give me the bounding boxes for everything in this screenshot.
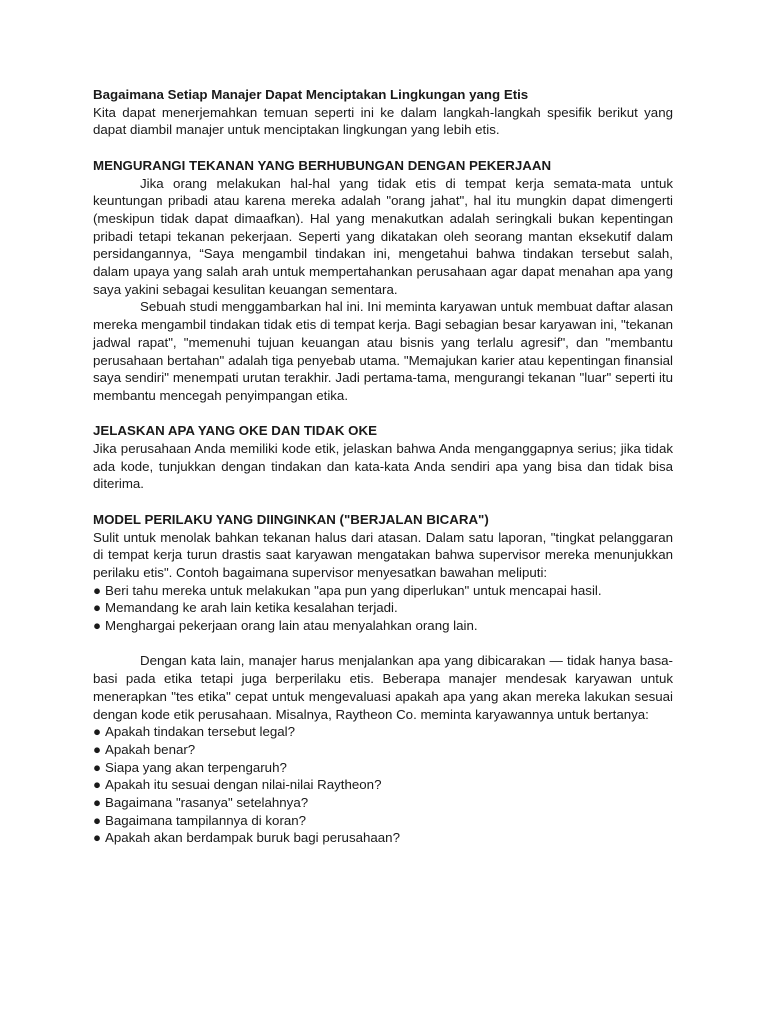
document-body bbox=[93, 86, 673, 847]
list-item: ● Apakah akan berdampak buruk bagi perusahaan? bbox=[93, 830, 400, 846]
paragraph: Jika orang melakukan hal-hal yang tidak etis di tempat kerja semata-mata untuk keuntungan pribadi atau karena mereka adalah "orang jahat", hal itu mungkin dapat dimengerti (meskipun tidak dapat dimaafkan). Hal yang menakutkan adalah seringkali bukan kepentingan pribadi tetapi tekanan pekerjaan. Seperti yang dikatakan oleh seorang mantan eksekutif dalam persidangannya, “Saya mengambil tindakan ini, mengetahui bahwa tindakan tersebut salah, dalam upaya yang salah arah untuk mempertahankan perusahaan agar dapat menahan apa yang saya yakini sebagai kesulitan keuangan sementara. bbox=[93, 175, 673, 297]
list-item: ● Menghargai pekerjaan orang lain atau menyalahkan orang lain. bbox=[93, 618, 478, 634]
list-item: ● Siapa yang akan terpengaruh? bbox=[93, 759, 287, 775]
bullet-icon: ● bbox=[93, 582, 102, 598]
bullet-icon: ● bbox=[93, 618, 102, 634]
paragraph: Dengan kata lain, manajer harus menjalankan apa yang dibicarakan — tidak hanya basa-basi pada etika tetapi juga berperilaku etis. Beberapa manajer mendesak karyawan untuk menerapkan "tes etika" cepat untuk mengevaluasi apakah apa yang akan mereka lakukan sesuai dengan kode etik perusahaan. Misalnya, Raytheon Co. meminta karyawannya untuk bertanya: bbox=[93, 653, 673, 722]
bullet-icon: ● bbox=[93, 759, 102, 775]
paragraph: Sebuah studi menggambarkan hal ini. Ini meminta karyawan untuk membuat daftar alasan mereka mengambil tindakan tidak etis di tempat kerja. Bagi sebagian besar karyawan ini, "tekanan jadwal rapat", "memenuhi tujuan keuangan atau bisnis yang terlalu agresif", dan "membantu perusahaan bertahan" adalah tiga penyebab utama. "Memajukan karier atau kepentingan finansial saya sendiri" menempati urutan terakhir. Jadi pertama-tama, mengurangi tekanan "luar" seperti itu membantu mencegah penyimpangan etika. bbox=[93, 299, 673, 403]
intro-paragraph: Kita dapat menerjemahkan temuan seperti ini ke dalam langkah-langkah spesifik berikut yang dapat diambil manajer untuk menciptakan lingkungan yang lebih etis. bbox=[93, 104, 673, 138]
list-item: ● Bagaimana "rasanya" setelahnya? bbox=[93, 795, 309, 811]
bullet-list-questions bbox=[93, 723, 673, 847]
bullet-list-examples bbox=[93, 582, 673, 635]
list-item: ● Bagaimana tampilannya di koran? bbox=[93, 812, 307, 828]
list-item: ● Apakah tindakan tersebut legal? bbox=[93, 724, 295, 740]
document-title: Bagaimana Setiap Manajer Dapat Menciptakan Lingkungan yang Etis bbox=[93, 87, 529, 102]
list-item: ● Apakah itu sesuai dengan nilai-nilai Raytheon? bbox=[93, 777, 382, 793]
section-heading-pressure: MENGURANGI TEKANAN YANG BERHUBUNGAN DENGAN PEKERJAAN bbox=[93, 157, 552, 173]
bullet-icon: ● bbox=[93, 795, 102, 811]
bullet-icon: ● bbox=[93, 741, 102, 757]
bullet-icon: ● bbox=[93, 830, 102, 846]
bullet-icon: ● bbox=[93, 724, 102, 740]
paragraph: Sulit untuk menolak bahkan tekanan halus dari atasan. Dalam satu laporan, "tingkat pelanggaran di tempat kerja turun drastis saat karyawan mengatakan bahwa supervisor mereka menunjukkan perilaku etis". Contoh bagaimana supervisor menyesatkan bawahan meliputi: bbox=[93, 529, 673, 580]
bullet-icon: ● bbox=[93, 777, 102, 793]
list-item: ● Beri tahu mereka untuk melakukan "apa pun yang diperlukan" untuk mencapai hasil. bbox=[93, 582, 602, 598]
bullet-icon: ● bbox=[93, 600, 102, 616]
section-heading-model-behavior: MODEL PERILAKU YANG DIINGINKAN ("BERJALAN BICARA") bbox=[93, 511, 489, 527]
bullet-icon: ● bbox=[93, 812, 102, 828]
list-item: ● Memandang ke arah lain ketika kesalahan terjadi. bbox=[93, 600, 398, 616]
list-item: ● Apakah benar? bbox=[93, 741, 196, 757]
paragraph: Jika perusahaan Anda memiliki kode etik, jelaskan bahwa Anda menganggapnya serius; jika tidak ada kode, tunjukkan dengan tindakan dan kata-kata Anda sendiri apa yang bisa dan tidak bisa diterima. bbox=[93, 441, 673, 492]
section-heading-clarify: JELASKAN APA YANG OKE DAN TIDAK OKE bbox=[93, 423, 377, 439]
